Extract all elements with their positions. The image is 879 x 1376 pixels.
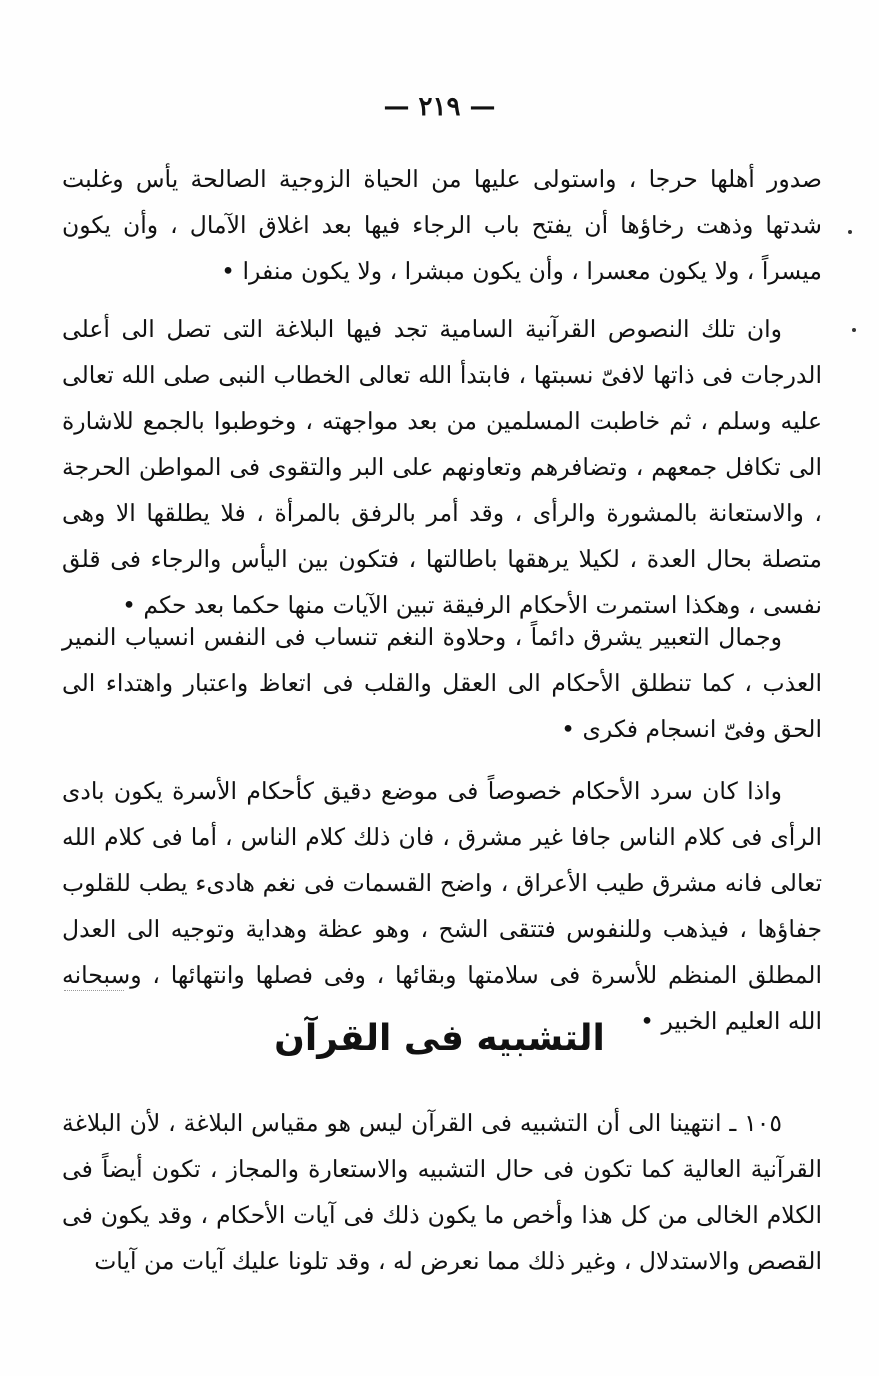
paragraph-family-rulings xyxy=(62,768,822,1044)
margin-mark xyxy=(848,230,852,234)
paragraph-text: وان تلك النصوص القرآنية السامية تجد فيها البلاغة التى تصل الى أعلى الدرجات فى ذاتها لافىّ نسبتها ، فابتدأ الله تعالى الخطاب النبى صلى الله تعالى عليه وسلم ، ثم خاطبت المسلمين من بعد مواجهته ، وخوطبوا بالجمع للاشارة الى تكافل جمعهم ، وتضافرهم وتعاونهم على البر والتقوى فى المواطن الحرجة ، والاستعانة بالمشورة والرأى ، وقد أمر بالرفق بالمرأة ، فلا يطلقها الا وهى متصلة بحال العدة ، لكيلا يرهقها باطالتها ، فتكون بين اليأس والرجاء فى قلق نفسى ، وهكذا استمرت الأحكام الرفيقة تبين الآيات منها حكما بعد حكم • xyxy=(62,315,822,619)
paragraph-text: صدور أهلها حرجا ، واستولى عليها من الحياة الزوجية الصالحة يأس وغلبت شدتها وذهت رخاؤها أن يفتح باب الرجاء فيها بعد اغلاق الآمال ، وأن يكون ميسراً ، ولا يكون معسرا ، وأن يكون مبشرا ، ولا يكون منفرا • xyxy=(62,165,822,285)
paragraph-beauty-of-expression xyxy=(62,614,822,752)
paragraph-text: وجمال التعبير يشرق دائماً ، وحلاوة النغم تنساب فى النفس انسياب النمير العذب ، كما تنطلق الأحكام الى العقل والقلب فى اتعاظ واعتبار واهتداء الى الحق وفىّ انسجام فكرى • xyxy=(62,623,822,743)
margin-mark xyxy=(852,328,856,332)
paragraph-continuation xyxy=(62,156,822,294)
paragraph-quranic-texts xyxy=(62,306,822,628)
section-heading: التشبيه فى القرآن xyxy=(274,1018,605,1059)
paragraph-text: ١٠٥ ـ انتهينا الى أن التشبيه فى القرآن ليس هو مقياس البلاغة ، لأن البلاغة القرآنية العالية كما تكون فى حال التشبيه والاستعارة والمجاز ، تكون أيضاً فى الكلام الخالى من كل هذا وأخص ما يكون ذلك فى آيات الأحكام ، وقد يكون فى القصص والاستدلال ، وغير ذلك مما نعرض له ، وقد تلونا عليك آيات من آيات xyxy=(62,1109,822,1275)
paragraph-section-105 xyxy=(62,1100,822,1284)
page-number: — ٢١٩ — xyxy=(383,92,496,122)
paragraph-text: واذا كان سرد الأحكام خصوصاً فى موضع دقيق كأحكام الأسرة يكون بادى الرأى فى كلام الناس جافا غير مشرق ، فان ذلك كلام الناس ، أما فى كلام الله تعالى فانه مشرق طيب الأعراق ، واضح القسمات فى نغم هادىء يطب للقلوب جفاؤها ، فيذهب وللنفوس فتتقى الشح ، وهو عظة وهداية وتوجيه الى العدل المطلق المنظم للأسرة فى سلامتها وبقائها ، وفى فصلها وانتهائها ، وسبحانه الله العليم الخبير • xyxy=(62,777,822,1035)
